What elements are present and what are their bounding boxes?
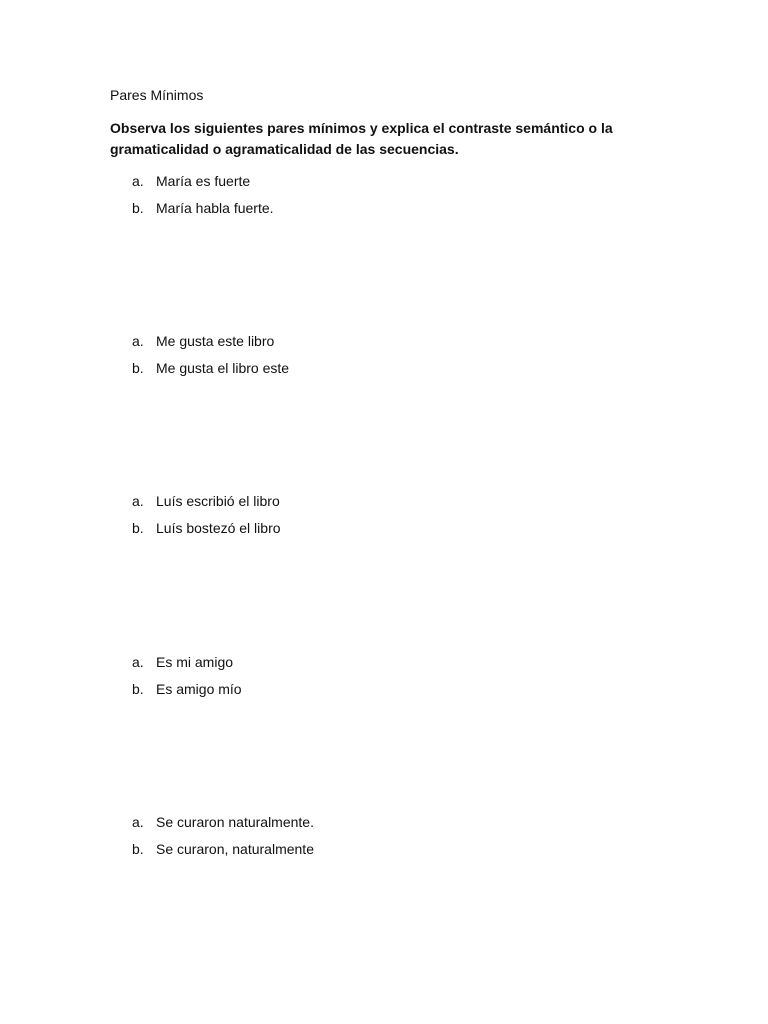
list-marker: a. xyxy=(132,654,144,670)
sentence-text: Se curaron, naturalmente xyxy=(156,841,314,857)
list-marker: a. xyxy=(132,333,144,349)
minimal-pair-list xyxy=(132,653,632,707)
list-item xyxy=(132,653,632,680)
sentence-text: Luís escribió el libro xyxy=(156,493,280,509)
sentence-text: Se curaron naturalmente. xyxy=(156,814,314,830)
sentence-text: Me gusta este libro xyxy=(156,333,275,349)
sentence-text: Es amigo mío xyxy=(156,681,242,697)
list-marker: a. xyxy=(132,493,144,509)
list-item xyxy=(132,680,632,707)
list-item xyxy=(132,813,632,840)
minimal-pair-list xyxy=(132,332,632,386)
list-item xyxy=(132,840,632,867)
sentence-text: Es mi amigo xyxy=(156,654,234,670)
list-marker: a. xyxy=(132,814,144,830)
instructions-paragraph: Observa los siguientes pares mínimos y explica el contraste semántico o la gramaticalidad o agramaticalidad de las secuencias. xyxy=(110,120,613,157)
list-marker: b. xyxy=(132,200,144,216)
list-item xyxy=(132,359,632,386)
sentence-text: María es fuerte xyxy=(156,173,251,189)
list-item xyxy=(132,492,632,519)
list-item xyxy=(132,332,632,359)
list-marker: b. xyxy=(132,841,144,857)
list-item xyxy=(132,199,632,226)
minimal-pair-list xyxy=(132,813,632,867)
list-item xyxy=(132,172,632,199)
minimal-pair-list xyxy=(132,172,632,226)
document-title: Pares Mínimos xyxy=(110,87,204,103)
list-marker: b. xyxy=(132,360,144,376)
list-marker: b. xyxy=(132,681,144,697)
sentence-text: María habla fuerte. xyxy=(156,200,274,216)
sentence-text: Luís bostezó el libro xyxy=(156,520,281,536)
list-marker: b. xyxy=(132,520,144,536)
sentence-text: Me gusta el libro este xyxy=(156,360,290,376)
list-marker: a. xyxy=(132,173,144,189)
minimal-pair-list xyxy=(132,492,632,546)
list-item xyxy=(132,519,632,546)
